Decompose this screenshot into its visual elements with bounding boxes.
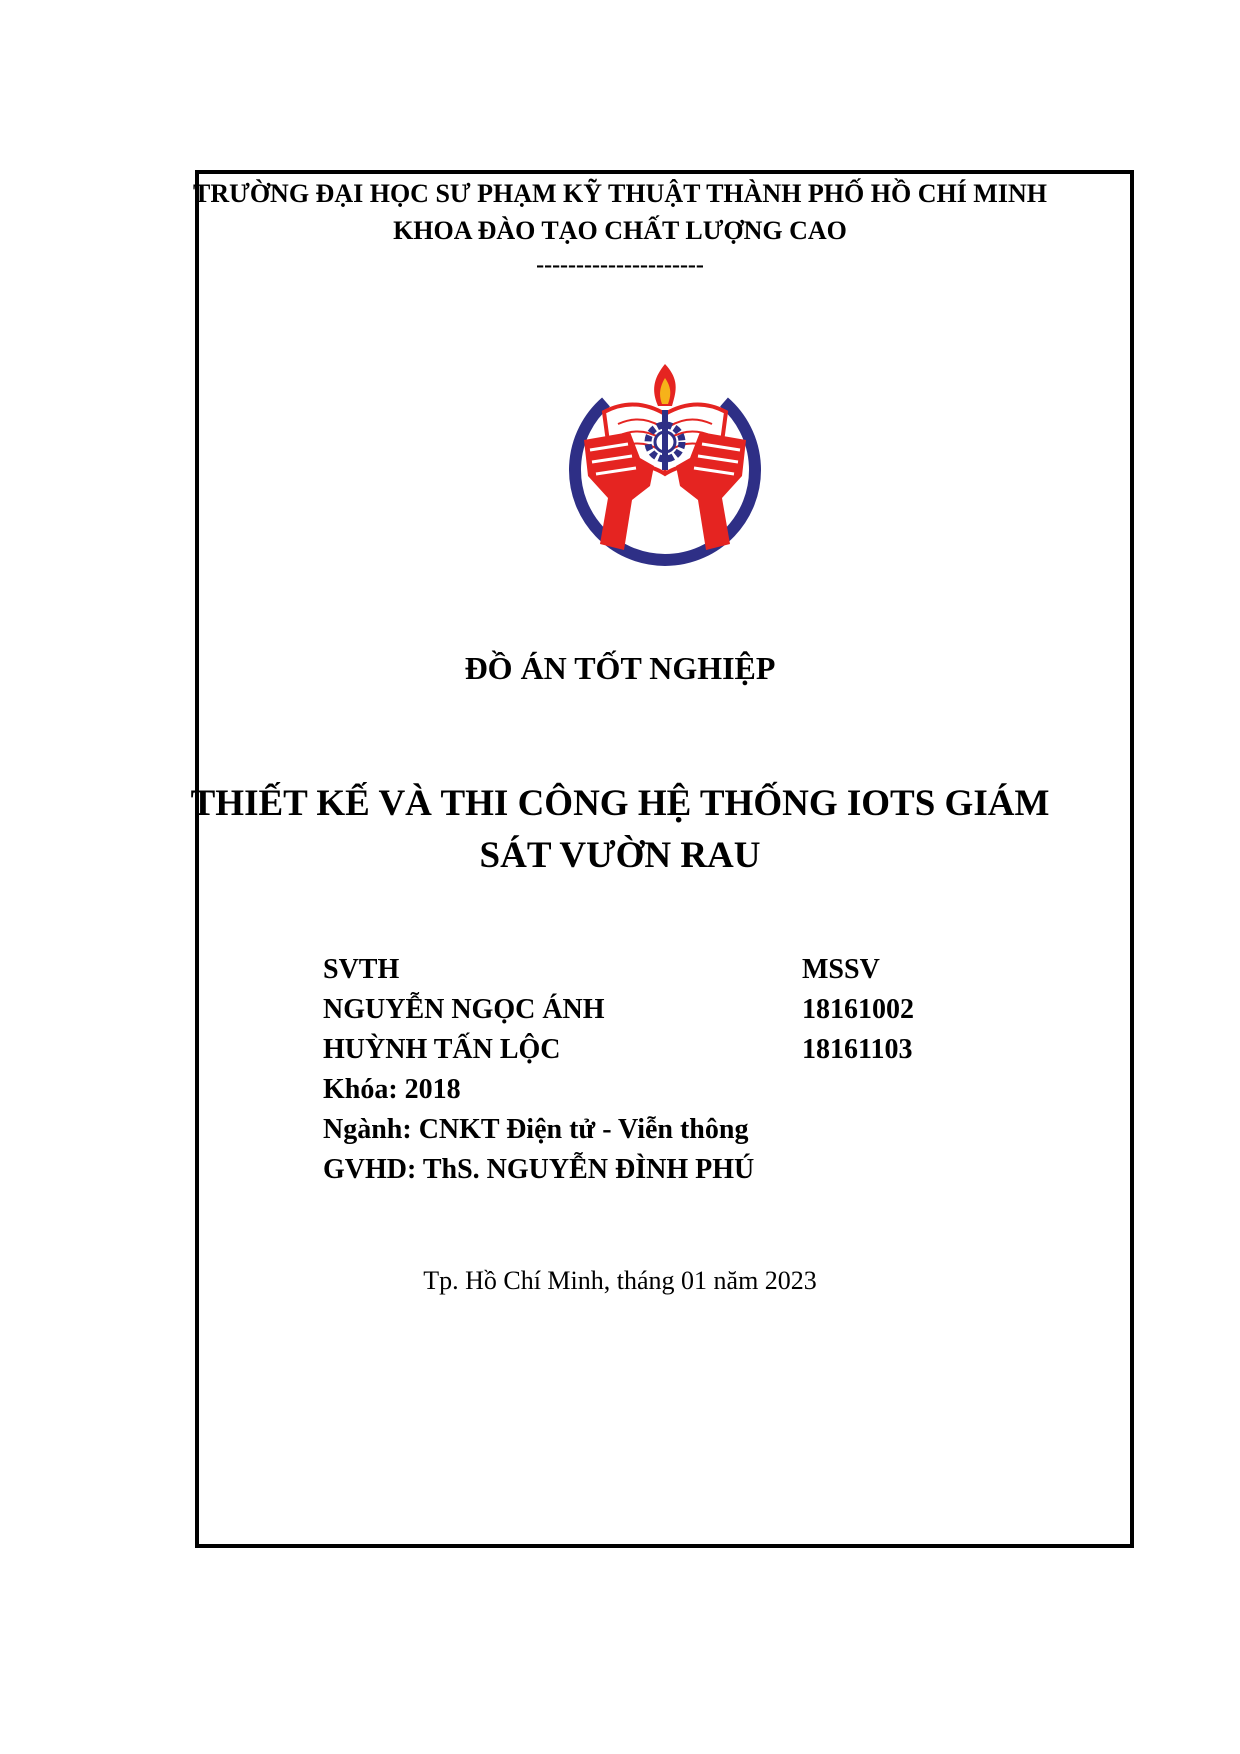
place-and-date: Tp. Hồ Chí Minh, tháng 01 năm 2023 — [423, 1266, 817, 1295]
document-type: ĐỒ ÁN TỐT NGHIỆP — [464, 650, 776, 686]
major: Ngành: CNKT Điện tử - Viễn thông — [323, 1114, 749, 1145]
students-header: SVTH — [323, 954, 400, 985]
faculty-name: KHOA ĐÀO TẠO CHẤT LƯỢNG CAO — [393, 216, 847, 245]
student-id: 18161002 — [802, 994, 914, 1025]
student-id-header: MSSV — [802, 954, 880, 985]
thesis-title-line-2: SÁT VƯỜN RAU — [479, 835, 761, 876]
student-id: 18161103 — [802, 1034, 913, 1065]
university-name: TRƯỜNG ĐẠI HỌC SƯ PHẠM KỸ THUẬT THÀNH PHỐ HỒ CHÍ MINH — [193, 179, 1047, 208]
student-name: NGUYỄN NGỌC ÁNH — [323, 994, 605, 1025]
university-emblem-icon — [568, 362, 762, 566]
student-name: HUỲNH TẤN LỘC — [323, 1034, 561, 1065]
course-year: Khóa: 2018 — [323, 1074, 461, 1105]
advisor: GVHD: ThS. NGUYỄN ĐÌNH PHÚ — [323, 1154, 755, 1185]
header-divider: --------------------- — [536, 252, 704, 278]
thesis-title-line-1: THIẾT KẾ VÀ THI CÔNG HỆ THỐNG IOTS GIÁM — [190, 783, 1050, 824]
